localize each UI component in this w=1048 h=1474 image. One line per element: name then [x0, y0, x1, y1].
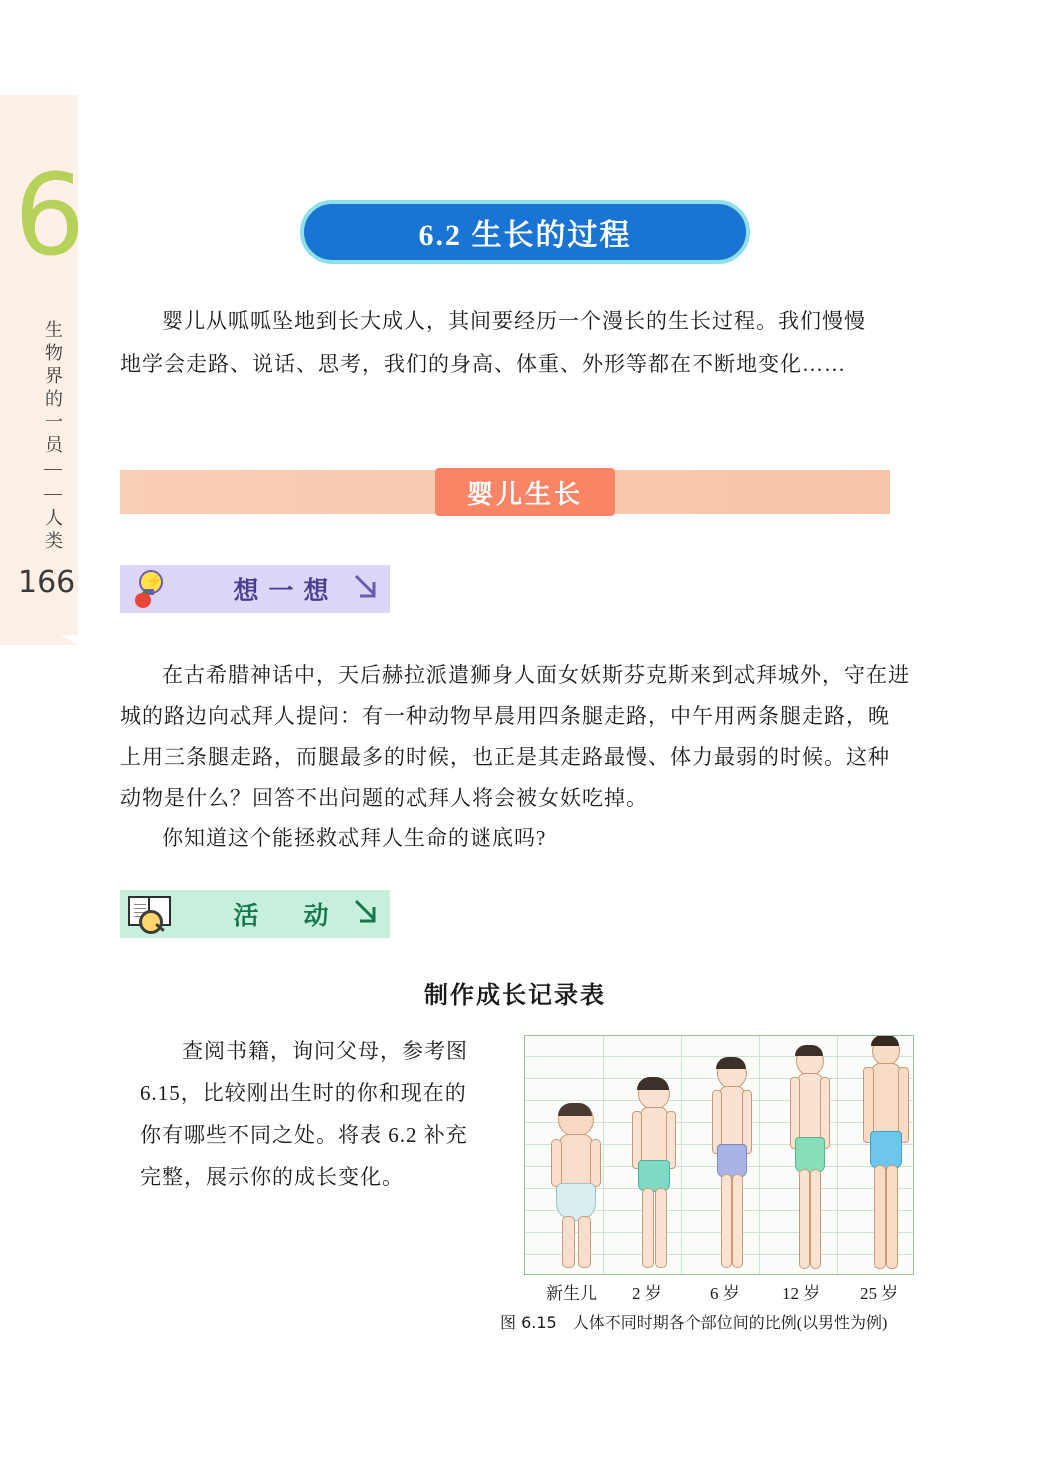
think-tag-box — [120, 565, 390, 613]
book-magnifier-icon — [120, 891, 178, 937]
down-right-arrow-icon — [352, 898, 380, 928]
margin-band-corner — [0, 600, 78, 645]
figure-6-15 — [524, 1035, 914, 1307]
figure-person-12y — [781, 1046, 837, 1268]
section-intro-paragraph: 婴儿从呱呱坠地到长大成人，其间要经历一个漫长的生长过程。我们慢慢地学会走路、说话、思考，我们的身高、体重、外形等都在不断地变化…… — [120, 309, 866, 376]
activity-block-header — [120, 888, 390, 940]
figure-caption-number: 图 6.15 — [500, 1313, 557, 1332]
figure-label-3: 12 岁 — [782, 1284, 821, 1303]
figure-label-2: 6 岁 — [710, 1284, 740, 1303]
subsection-banner-label — [435, 468, 615, 516]
figure-label-1: 2 岁 — [632, 1284, 662, 1303]
lightbulb-apple-icon: ⚡ — [120, 566, 178, 612]
chapter-number: 6 — [14, 151, 86, 281]
subsection-banner-text: 婴儿生长 — [466, 479, 583, 509]
page-number: 166 — [18, 565, 76, 600]
chapter-title-vertical: 生物界的一员——人类 — [43, 320, 63, 554]
figure-axis-labels — [524, 1279, 914, 1307]
figure-image — [524, 1035, 914, 1275]
section-title-container — [300, 200, 750, 264]
riddle-question: 你知道这个能拯救忒拜人生命的谜底吗? — [162, 826, 547, 850]
activity-paragraph: 查阅书籍，询问父母，参考图6.15，比较刚出生时的你和现在的你有哪些不同之处。将表 6.2 补充完整，展示你的成长变化。 — [140, 1039, 468, 1189]
figure-label-4: 25 岁 — [860, 1284, 899, 1303]
section-title-pill — [300, 200, 750, 264]
myth-paragraph: 在古希腊神话中，天后赫拉派遣狮身人面女妖斯芬克斯来到忒拜城外，守在进城的路边向忒拜人提问：有一种动物早晨用四条腿走路，中午用两条腿走路，晚上用三条腿走路，而腿最多的时候，也正是其走路最慢、体力最弱的时候。这种动物是什么？回答不出问题的忒拜人将会被女妖吃掉。 — [120, 663, 910, 810]
activity-tag-label: 活 动 — [233, 903, 339, 930]
down-right-arrow-icon — [352, 573, 380, 603]
figure-person-6y — [703, 1058, 759, 1268]
activity-tag-box — [120, 890, 390, 938]
figure-caption-text: 人体不同时期各个部位间的比例(以男性为例) — [572, 1315, 888, 1332]
figure-person-newborn — [547, 1103, 603, 1268]
figure-person-2y — [625, 1078, 681, 1268]
think-block-header — [120, 563, 390, 615]
activity-title: 制作成长记录表 — [424, 983, 606, 1009]
figure-label-0: 新生儿 — [546, 1284, 597, 1303]
figure-person-25y — [857, 1036, 913, 1268]
page-title: 6.2 生长的过程 — [418, 219, 632, 252]
figure-caption — [500, 1310, 930, 1333]
think-tag-label: 想一想 — [233, 578, 339, 605]
